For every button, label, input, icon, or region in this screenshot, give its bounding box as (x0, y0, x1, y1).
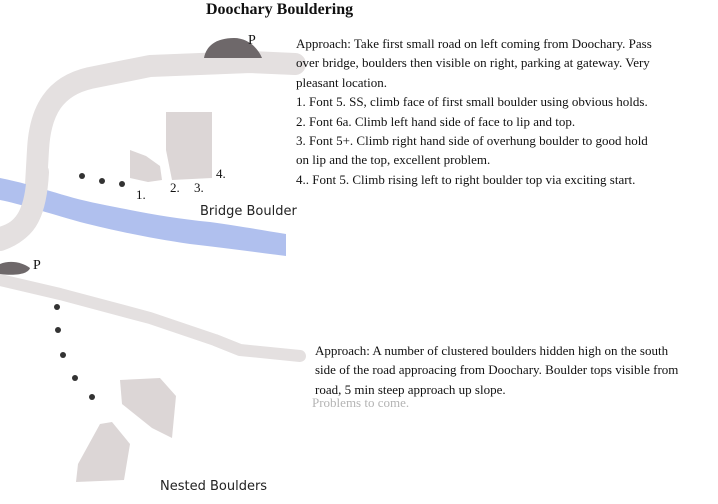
nested-boulders-description (315, 341, 678, 399)
approach-dot (60, 352, 66, 358)
description-line: Approach: A number of clustered boulders hidden high on the south (315, 343, 669, 358)
boulder-2-3 (166, 112, 212, 180)
approach-dot (55, 327, 61, 333)
bridge-boulder-description (296, 34, 652, 189)
road-lower (0, 280, 300, 356)
problem-number-2: 2. (170, 180, 180, 195)
description-line: road, 5 min steep approach up slope. (315, 381, 506, 397)
page-title: Doochary Bouldering (206, 1, 354, 18)
boulder-nested-a (120, 378, 176, 438)
problem-3-description: 3. Font 5+. Climb right hand side of overhung boulder to good hold (296, 133, 648, 149)
problem-4-description: 4.. Font 5. Climb rising left to right boulder top via exciting start. (296, 171, 636, 187)
description-line: Approach: Take first small road on left coming from Doochary. Pass (296, 36, 652, 51)
approach-dot (99, 178, 105, 184)
problem-number-3: 3. (194, 180, 204, 195)
problem-3-description-cont: on lip and the top, excellent problem. (296, 152, 491, 168)
problem-number-4: 4. (216, 166, 226, 181)
approach-dot (119, 181, 125, 187)
description-line: pleasant location. (296, 74, 387, 90)
description-line: over bridge, boulders then visible on right, parking at gateway. Very (296, 55, 650, 71)
parking-marker-top: P (248, 33, 256, 48)
approach-dot (72, 375, 78, 381)
parking-mid (0, 262, 30, 275)
problem-number-1: 1. (136, 187, 146, 202)
bridge-boulder-label: Bridge Boulder (200, 204, 297, 219)
approach-dot (89, 394, 95, 400)
boulder-1 (130, 150, 162, 182)
problem-2-description: 2. Font 6a. Climb left hand side of face to lip and top. (296, 113, 576, 129)
problems-pending-note: Problems to come. (312, 395, 410, 410)
nested-boulders-label: Nested Boulders (160, 479, 268, 494)
parking-marker-mid: P (33, 258, 41, 273)
approach-dot (54, 304, 60, 310)
boulder-nested-b (76, 422, 130, 482)
description-line: side of the road approacing from Doochary. Boulder tops visible from (315, 362, 679, 378)
problem-1-description: 1. Font 5. SS, climb face of first small boulder using obvious holds. (296, 94, 648, 110)
approach-dot (79, 173, 85, 179)
